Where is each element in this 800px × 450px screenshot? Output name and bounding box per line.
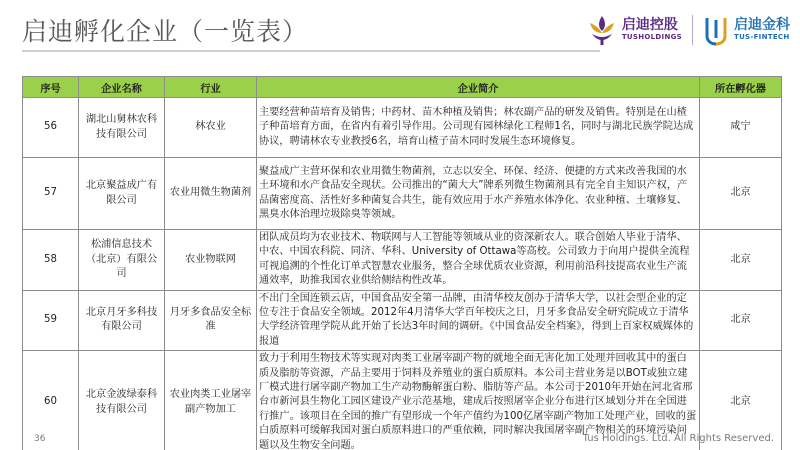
cell-number: 57: [23, 158, 79, 230]
tus-fintech-logo: [703, 14, 790, 46]
page-number: 36: [34, 434, 46, 444]
header-company-intro: 企业简介: [257, 77, 700, 98]
cell-company-name: 北京月牙多科技有限公司: [79, 290, 165, 351]
table-row: [23, 158, 782, 230]
cell-company-name: 北京金波绿泰科技有限公司: [79, 351, 165, 450]
table-row: [23, 98, 782, 158]
cell-incubator: 北京: [700, 290, 782, 351]
cell-company-name: 松浦信息技术（北京）有限公司: [79, 230, 165, 291]
cell-industry: 农业肉类工业屠宰副产物加工: [165, 351, 257, 450]
table-row: [23, 290, 782, 351]
tus-fintech-en: TUS-FINTECH: [734, 32, 790, 41]
table-header-row: [23, 77, 782, 98]
tus-fintech-emblem-icon: [703, 14, 729, 46]
tus-holdings-emblem-icon: [587, 14, 617, 46]
cell-incubator: 咸宁: [700, 98, 782, 158]
cell-number: 58: [23, 230, 79, 291]
tus-fintech-cn: 启迪金科: [734, 17, 790, 34]
tus-holdings-cn: 启迪控股: [621, 17, 678, 34]
cell-company-intro: 聚益成广主营环保和农业用微生物菌剂，立志以安全、环保、经济、便捷的方式来改善我国的水土环境和水产食品安全现状。公司推出的“菌大大”牌系列微生物菌剂具有完全自主知识产权，产品菌密度高、活性好多种菌复合共生，能有效应用于水产养殖水体净化、农业种植、土壤修复、黑臭水体治理垃圾除臭等领域。: [257, 158, 700, 230]
copyright-notice: Tus Holdings. Ltd. All Rights Reserved.: [582, 433, 774, 444]
header-incubator: 所在孵化器: [700, 77, 782, 98]
cell-company-intro: 主要经营种苗培育及销售；中药材、苗木种植及销售；林农副产品的研发及销售。特别是在山楂子种苗培育方面，在省内有着引导作用。公司现有园林绿化工程师1名，同时与湖北民族学院达成协议，聘请林农专业教授6名，培育山楂子苗木同时发展生态环境修复。: [257, 98, 700, 158]
cell-industry: 林农业: [165, 98, 257, 158]
cell-number: 59: [23, 290, 79, 351]
title-underline: [22, 50, 600, 52]
logo-area: [587, 8, 790, 52]
cell-company-name: 湖北山舅林农科技有限公司: [79, 98, 165, 158]
header-industry: 行业: [165, 77, 257, 98]
header-company-name: 企业名称: [79, 77, 165, 98]
cell-company-name: 北京聚益成广有限公司: [79, 158, 165, 230]
cell-industry: 月牙多食品安全标准: [165, 290, 257, 351]
cell-industry: 农业物联网: [165, 230, 257, 291]
cell-industry: 农业用微生物菌剂: [165, 158, 257, 230]
tus-holdings-en: TUSHOLDINGS: [621, 32, 682, 41]
slide-header: [0, 0, 800, 62]
cell-incubator: 北京: [700, 158, 782, 230]
cell-company-intro: 团队成员均为农业技术、物联网与人工智能等领域从业的资深新农人。联合创始人毕业于清华、中农、中国农科院、同济、华科、University of Ottawa等高校。公司致力于向用户提供全流程可视追溯的个性化订单式智慧农业服务，整合全球优质农业资源，利用前沿科技提高农业生产流通效率，助推我国农业供给侧结构性改革。: [257, 230, 700, 291]
cell-number: 56: [23, 98, 79, 158]
cell-number: 60: [23, 351, 79, 450]
slide-footer: [0, 430, 800, 450]
cell-incubator: 北京: [700, 230, 782, 291]
page-title: 启迪孵化企业（一览表）: [22, 17, 309, 46]
logo-divider: [692, 15, 693, 45]
cell-company-intro: 致力于利用生物技术等实现对肉类工业屠宰副产物的就地全面无害化加工处理并回收其中的蛋白质及脂肪等资源，产品主要用于饲料及养殖业的蛋白质原料。本公司主营业务是以BOT或独立建厂模式进行屠宰副产物加工生产动物酶解蛋白粉、脂肪等产品。本公司于2010年开始在河北省邢台市新河县生物化工园区建设产业示范基地，建成后按照屠宰企业分布进行区域划分并在全国进行推广。该项目在全国的推广有望形成一个年产值约为100亿屠宰副产物加工处理产业，回收的蛋白质原料可缓解我国对蛋白质原料进口的严重依赖，同时解决我国屠宰副产物相关的环境污染问题以及生物安全问题。: [257, 351, 700, 450]
cell-company-intro: 不出门全国连锁云店，中国食品安全第一品牌，由清华校友创办于清华大学，以社会型企业的定位专注于食品安全领域。2012年4月清华大学百年校庆之日，月牙多食品安全研究院成立于清华大学经济管理学院从此开始了长达3年时间的调研。《中国食品安全档案》，得到上百家权威媒体的报道: [257, 290, 700, 351]
cell-incubator: 北京: [700, 351, 782, 450]
header-number: 序号: [23, 77, 79, 98]
tus-holdings-logo: [587, 14, 682, 46]
incubated-companies-table: [22, 76, 781, 450]
table-row: [23, 230, 782, 291]
